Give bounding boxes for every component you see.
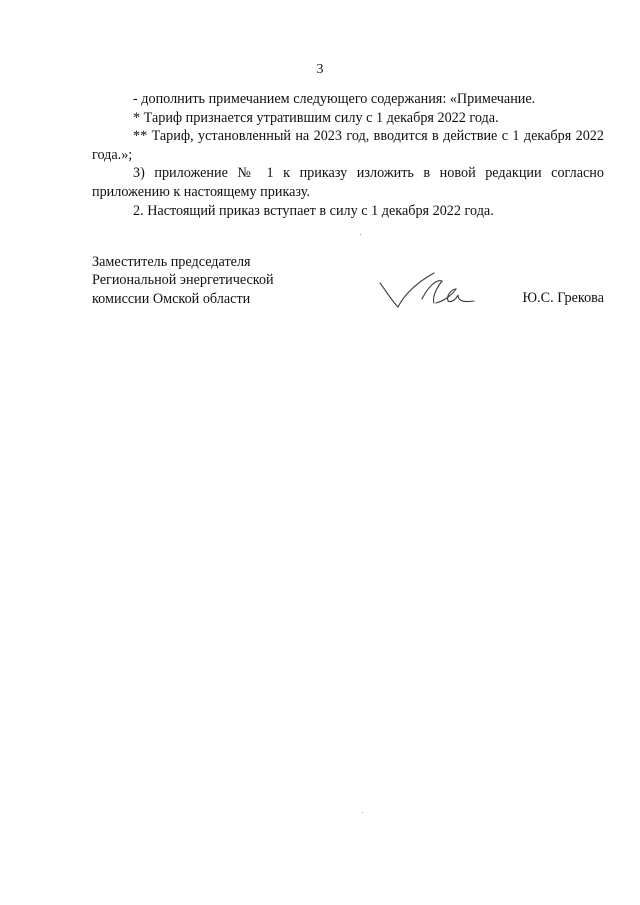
paragraph-amendment-intro: - дополнить примечанием следующего содержания: «Примечание. (133, 91, 536, 107)
signer-position-line: Региональной энергетической (92, 272, 274, 289)
signature-block (92, 253, 604, 313)
paragraph-effective-date: 2. Настоящий приказ вступает в силу с 1 декабря 2022 года. (133, 202, 494, 219)
scan-speck (360, 234, 361, 235)
handwritten-signature (376, 265, 476, 313)
scan-speck (362, 812, 363, 813)
page-number: 3 (316, 62, 324, 77)
paragraph-note-2: ** Тариф, установленный на 2023 год, вводится в действие с 1 декабря 2022 года.»; (92, 128, 604, 163)
signer-position (92, 253, 352, 308)
paragraph-appendix-item: 3) приложение № 1 к приказу изложить в новой редакции согласно приложению к настоящему приказу. (92, 165, 604, 200)
signer-position-line: Заместитель председателя (92, 254, 251, 270)
paragraph-note-1: * Тариф признается утратившим силу с 1 декабря 2022 года. (133, 109, 499, 126)
signer-position-line: комиссии Омской области (92, 290, 251, 307)
document-body (92, 90, 604, 220)
signer-name: Ю.С. Грекова (522, 290, 604, 306)
